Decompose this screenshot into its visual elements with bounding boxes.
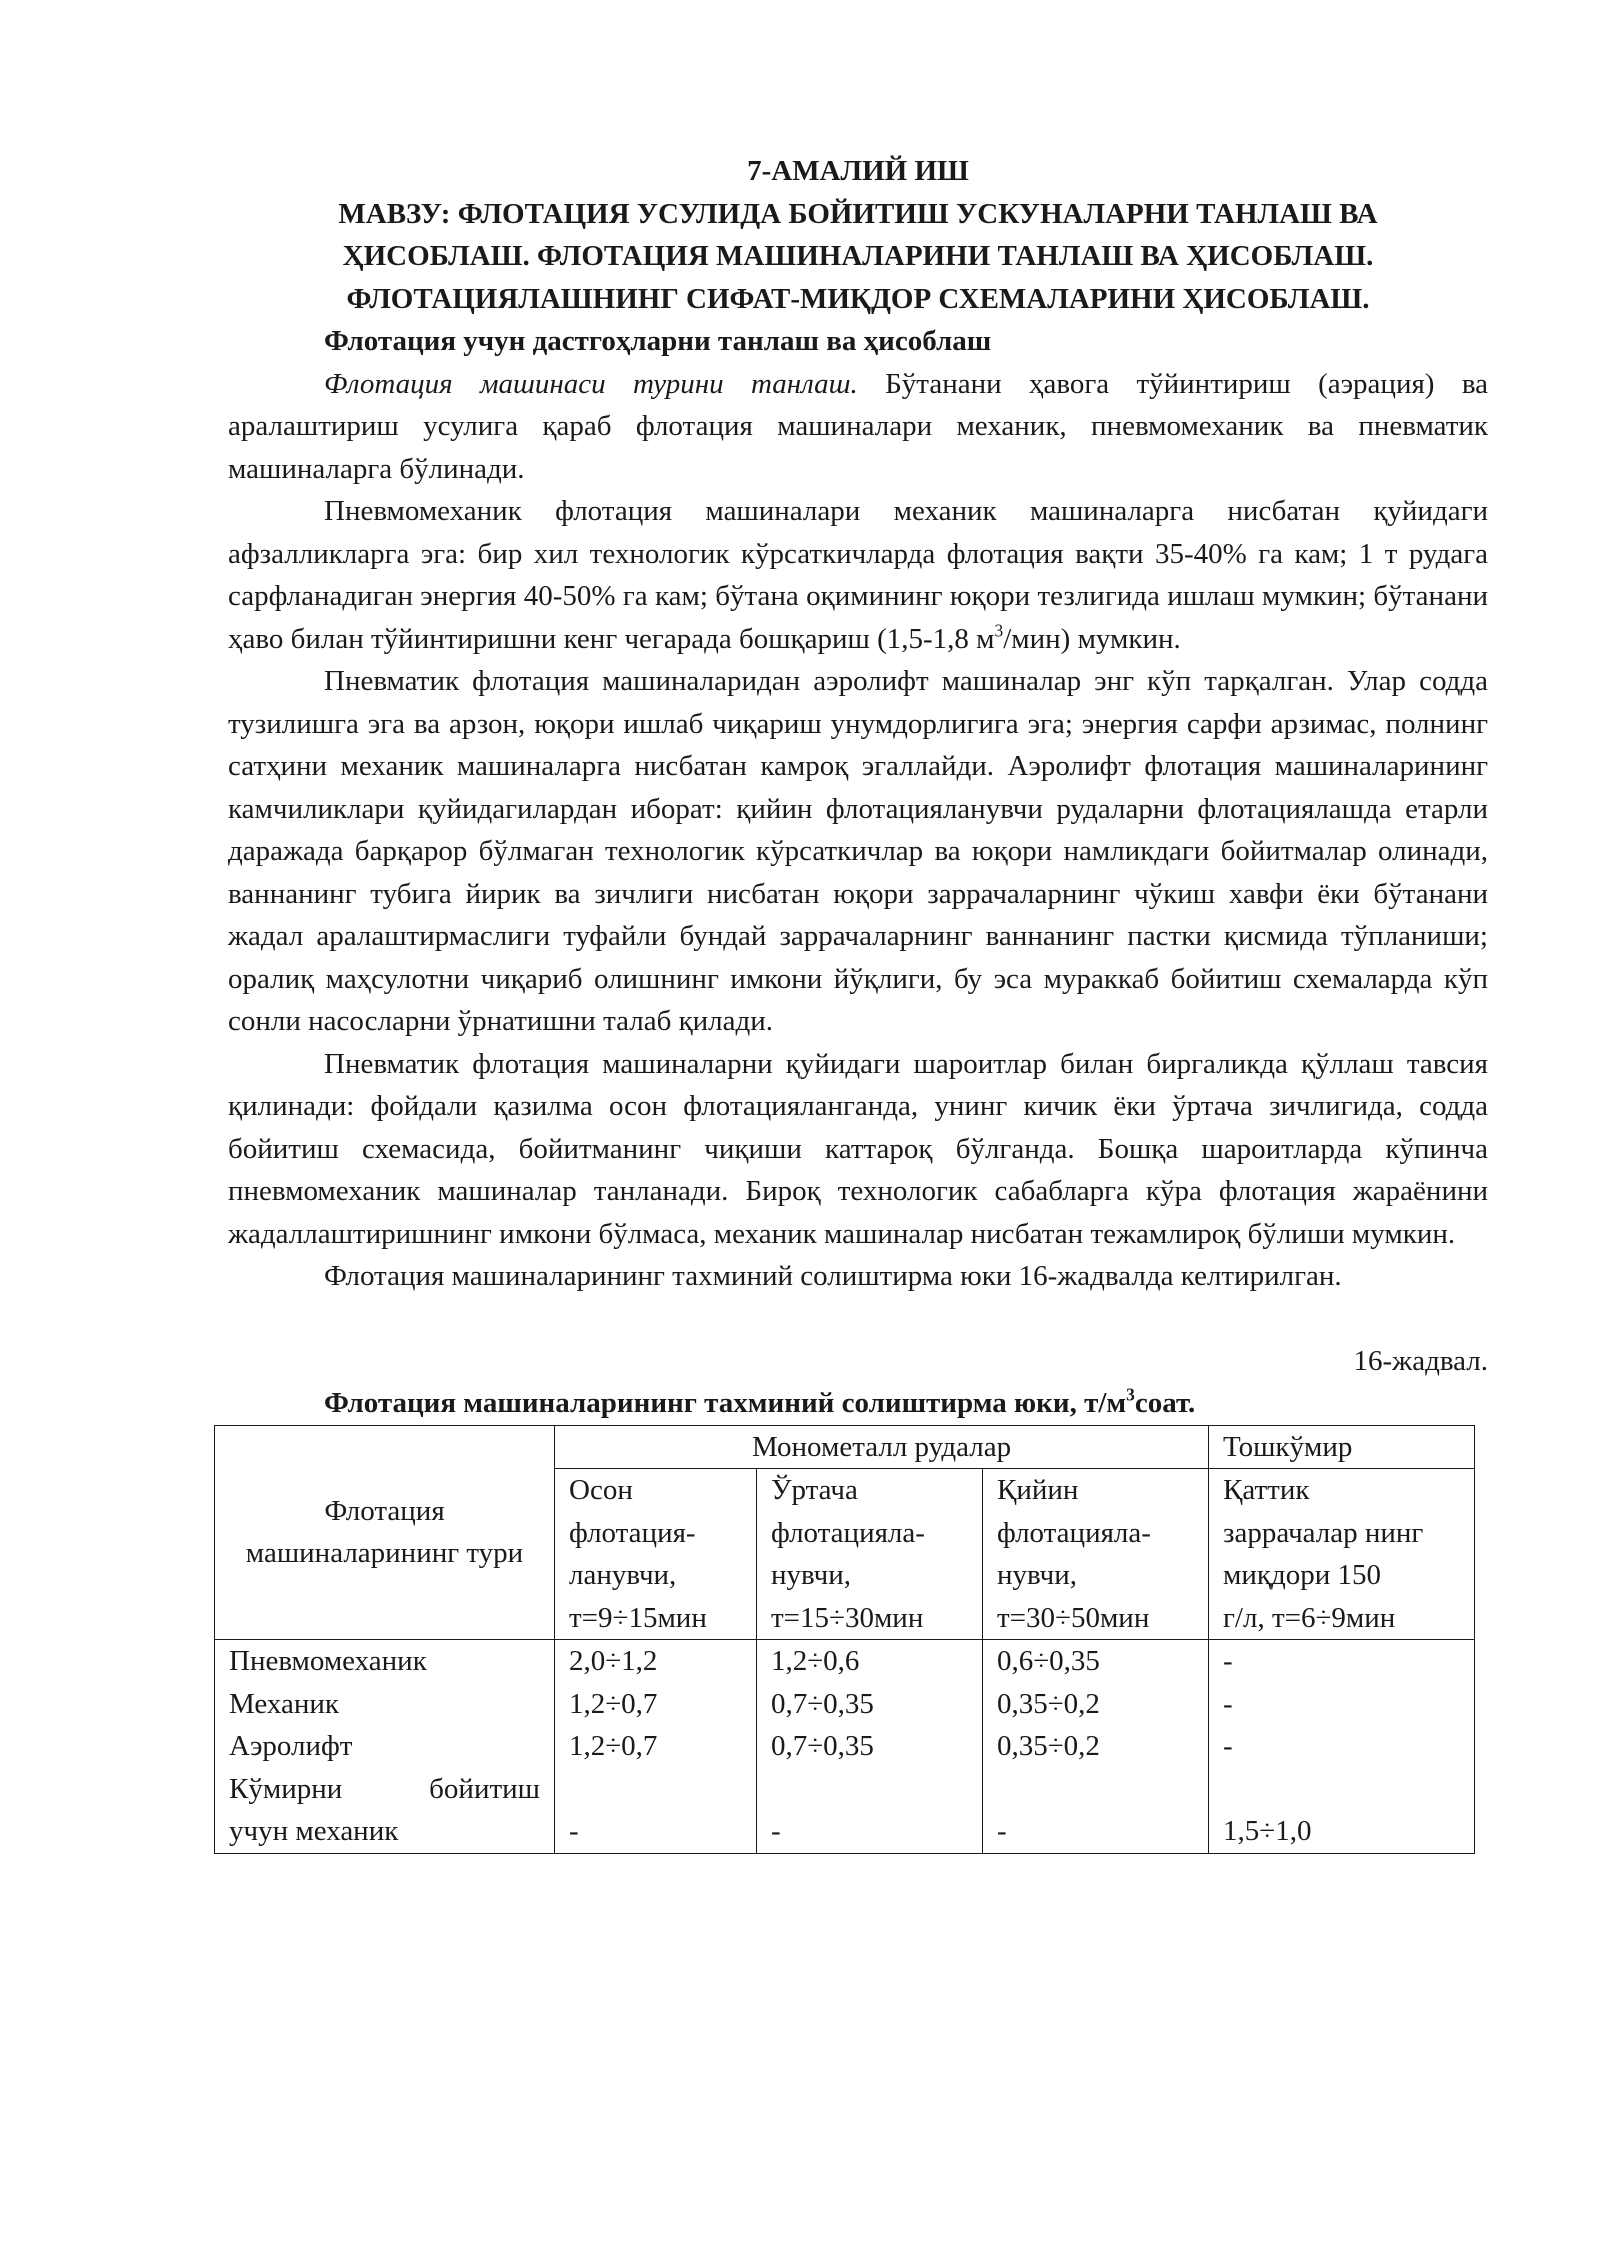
paragraph-3: Пневматик флотация машиналаридан аэролифт машиналар энг кўп тарқалган. Улар содда тузилишга эга ва арзон, юқори ишлаб чиқариш унумдорлигига эга; энергия сарфи арзимас, полнинг сатҳини механик машиналарга нисбатан камроқ эгаллайди. Аэролифт флотация машиналарининг камчиликлари қуйидагилардан иборат: қийин флотацияланувчи рудаларни флотациялашда етарли даражада барқарор бўлмаган технологик кўрсаткичлар ва юқори намликдаги бойитмалар олинади, ваннанинг тубига йирик ва зичлиги нисбатан юқори заррачаларнинг чўкиш хавфи ёки бўтанани жадал аралаштирмаслиги туфайли бундай заррачаларнинг ваннанинг пастки қисмида тўпланиши; оралиқ маҳсулотни чиқариб олишнинг имкони йўқлиги, бу эса мураккаб бойитиш схемаларда кўп сонли насосларни ўрнатишни талаб қилади.	[228, 665, 1488, 1037]
header-coal-conditions: Қаттик заррачалар нинг миқдори 150 г/л, т=6÷9мин	[1209, 1469, 1475, 1640]
easy-values-cell: 2,0÷1,2 1,2÷0,7 1,2÷0,7 -	[555, 1640, 757, 1854]
header-medium-flotation: Ўртача флотацияла- нувчи, т=15÷30мин	[757, 1469, 983, 1640]
machine-type-cell: Пневмомеханик Механик Аэролифт Кўмирни бойитиш учун механик	[215, 1640, 555, 1854]
document-page	[228, 150, 1488, 1847]
section-subheading: Флотация учун дастгоҳларни танлаш ва ҳисоблаш	[324, 325, 992, 357]
table-body-row	[215, 1640, 1475, 1854]
header-hard-flotation: Қийин флотацияла- нувчи, т=30÷50мин	[983, 1469, 1209, 1640]
header-easy-flotation: Осон флотация- ланувчи, т=9÷15мин	[555, 1469, 757, 1640]
header-coal: Тошкўмир	[1209, 1425, 1475, 1469]
header-machine-type: Флотация машиналарининг тури	[215, 1425, 555, 1640]
table-header-row	[215, 1425, 1475, 1469]
document-title: 7-АМАЛИЙ ИШ МАВЗУ: ФЛОТАЦИЯ УСУЛИДА БОЙИТИШ УСКУНАЛАРНИ ТАНЛАШ ВА ҲИСОБЛАШ. ФЛОТАЦИЯ МАШИНАЛАРИНИ ТАНЛАШ ВА ҲИСОБЛАШ. ФЛОТАЦИЯЛАШНИНГ СИФАТ-МИҚДОР СХЕМАЛАРИНИ ҲИСОБЛАШ.	[338, 155, 1378, 315]
table-title: Флотация машиналарининг тахминий солиштирма юки, $т/м^3соат$.	[324, 1384, 1196, 1419]
paragraph-1-italic-lead: Флотация машинаси турини танлаш.	[324, 367, 858, 400]
paragraph-2: Пневмомеханик флотация машиналари механик машиналарга нисбатан қуйидаги афзалликларга эга: бир хил технологик кўрсаткичларда флотация вақти 35-40% га кам; 1 т рудага сарфланадиган энергия 40-50% га кам; бўтана оқимининг юқори тезлигида ишлаш мумкин; бўтанани ҳаво билан тўйинтиришни кенг чегарада бошқариш (1,5-1,8 $м^3/мин$) мумкин.	[228, 495, 1488, 655]
paragraph-1: Флотация машинаси турини танлаш. Бўтанани ҳавога тўйинтириш (аэрация) ва аралаштириш усулига қараб флотация машиналари механик, пневмомеханик ва пневматик машиналарга бўлинади.	[228, 367, 1488, 485]
flotation-load-table	[214, 1425, 1475, 1854]
coal-values-cell: - - - 1,5÷1,0	[1209, 1640, 1475, 1854]
paragraph-5: Флотация машиналарининг тахминий солиштирма юки 16-жадвалда келтирилган.	[324, 1260, 1342, 1292]
header-monometal-ores: Монометалл рудалар	[555, 1425, 1209, 1469]
paragraph-4: Пневматик флотация машиналарни қуйидаги шароитлар билан биргаликда қўллаш тавсия қилинади: фойдали қазилма осон флотацияланганда, унинг кичик ёки ўртача зичлигида, содда бойитиш схемасида, бойитманинг чиқиши каттароқ бўлганда. Бошқа шароитларда кўпинча пневмомеханик машиналар танланади. Бироқ технологик сабабларга кўра флотация жараёнини жадаллаштиришнинг имкони бўлмаса, механик машиналар нисбатан тежамлироқ бўлиши мумкин.	[228, 1047, 1488, 1250]
medium-values-cell: 1,2÷0,6 0,7÷0,35 0,7÷0,35 -	[757, 1640, 983, 1854]
hard-values-cell: 0,6÷0,35 0,35÷0,2 0,35÷0,2 -	[983, 1640, 1209, 1854]
table-number: 16-жадвал.	[1353, 1344, 1488, 1377]
